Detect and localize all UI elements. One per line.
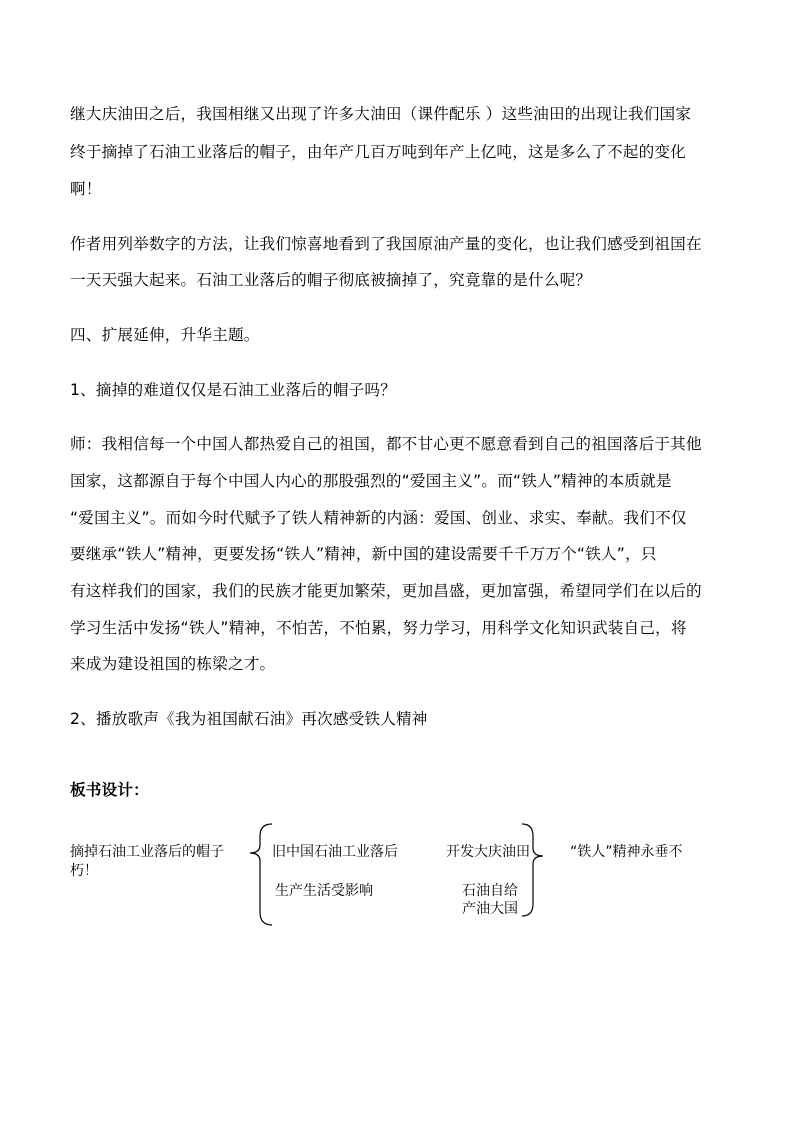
question-2: 2、播放歌声《我为祖国献石油》再次感受铁人精神 <box>70 710 428 728</box>
right-brace-shape <box>522 824 543 916</box>
left-brace-shape <box>250 824 272 925</box>
section-four-heading: 四、扩展延伸，升华主题。 <box>70 326 260 344</box>
board-far-right: “铁人”精神永垂不 <box>570 844 683 860</box>
teacher-line-1: 师：我相信每一个中国人都热爱自己的祖国，都不甘心更不愿意看到自己的祖国落后于其他 <box>70 435 702 453</box>
board-left-line-2: 朽！ <box>70 863 98 879</box>
teacher-line-4: 要继承“铁人”精神，更要发扬“铁人”精神，新中国的建设需要千千万万个“铁人”，只 <box>70 545 657 563</box>
board-middle-bottom: 生产生活受影响 <box>275 883 373 899</box>
teacher-line-6: 学习生活中发扬“铁人”精神，不怕苦，不怕累，努力学习，用科学文化知识武装自己，将 <box>70 619 687 637</box>
board-left-line-1: 摘掉石油工业落后的帽子 <box>70 844 224 860</box>
board-right-bottom-2: 产油大国 <box>462 901 518 917</box>
paragraph-2-line-2: 一天天强大起来。石油工业落后的帽子彻底被摘掉了，究竟靠的是什么呢？ <box>70 271 592 289</box>
board-right-top: 开发大庆油田 <box>446 844 530 860</box>
paragraph-1-line-2: 终于摘掉了石油工业落后的帽子，由年产几百万吨到年产上亿吨，这是多么了不起的变化 <box>70 143 686 161</box>
teacher-line-5: 有这样我们的国家，我们的民族才能更加繁荣，更加昌盛，更加富强，希望同学们在以后的 <box>70 582 702 600</box>
paragraph-1-line-1: 继大庆油田之后，我国相继又出现了许多大油田（课件配乐 ）这些油田的出现让我们国家 <box>70 105 692 123</box>
teacher-line-3: “爱国主义”。而如今时代赋予了铁人精神新的内涵：爱国、创业、求实、奉献。我们不仅 <box>70 509 687 527</box>
question-1: 1、摘掉的难道仅仅是石油工业落后的帽子吗？ <box>70 381 396 399</box>
teacher-line-7: 来成为建设祖国的栋梁之才。 <box>70 655 276 673</box>
board-middle-top: 旧中国石油工业落后 <box>272 844 398 860</box>
paragraph-1-line-3: 啊！ <box>70 180 102 198</box>
board-design-heading: 板书设计： <box>70 781 149 799</box>
paragraph-2-line-1: 作者用列举数字的方法，让我们惊喜地看到了我国原油产量的变化，也让我们感受到祖国在 <box>70 235 702 253</box>
teacher-line-2: 国家，这都源自于每个中国人内心的那股强烈的“爱国主义”。而“铁人”精神的本质就是 <box>70 472 672 490</box>
board-right-bottom-1: 石油自给 <box>462 883 518 899</box>
